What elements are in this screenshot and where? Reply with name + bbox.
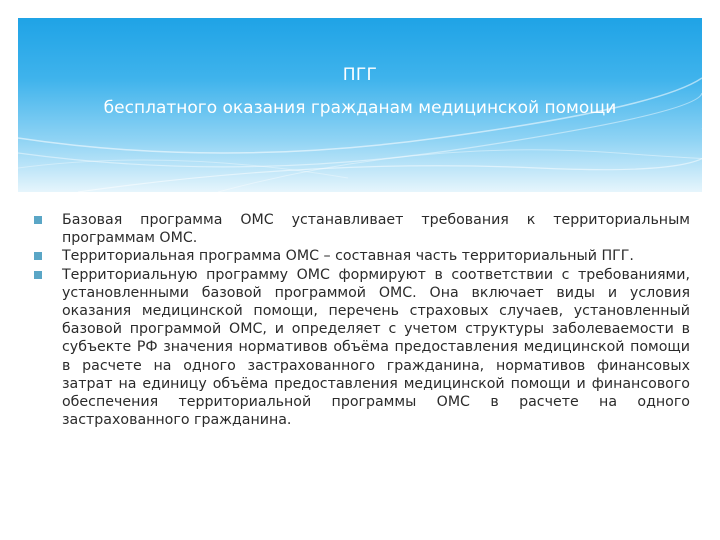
square-bullet-icon (34, 271, 42, 279)
list-item (34, 266, 690, 430)
slide-title-abbrev: ПГГ (342, 65, 378, 85)
list-item (34, 247, 690, 265)
bullet-text: Базовая программа ОМС устанавливает требования к территориальным программам ОМС. (62, 212, 690, 247)
slide-title: бесплатного оказания гражданам медицинской помощи (103, 98, 617, 118)
bullet-text: Территориальная программа ОМС – составная часть территориальный ПГГ. (62, 248, 634, 265)
square-bullet-icon (34, 216, 42, 224)
list-item (34, 211, 690, 247)
square-bullet-icon (34, 252, 42, 260)
bullet-list (34, 211, 690, 429)
bullet-text: Территориальную программу ОМС формируют в соответствии с требованиями, установленными базовой программой ОМС. Она включает виды и условия оказания медицинской помощи, перечень страховых случаев, установленный базовой программой ОМС, и определяет с учетом структуры заболеваемости в субъекте РФ значения нормативов объёма предоставления медицинской помощи в расчете на одного застрахованного гражданина, нормативов финансовых затрат на единицу объёма предоставления медицинской помощи и финансового обеспечения территориальной программы ОМС в расчете на одного застрахованного гражданина. (62, 266, 690, 429)
title-banner (18, 18, 702, 192)
